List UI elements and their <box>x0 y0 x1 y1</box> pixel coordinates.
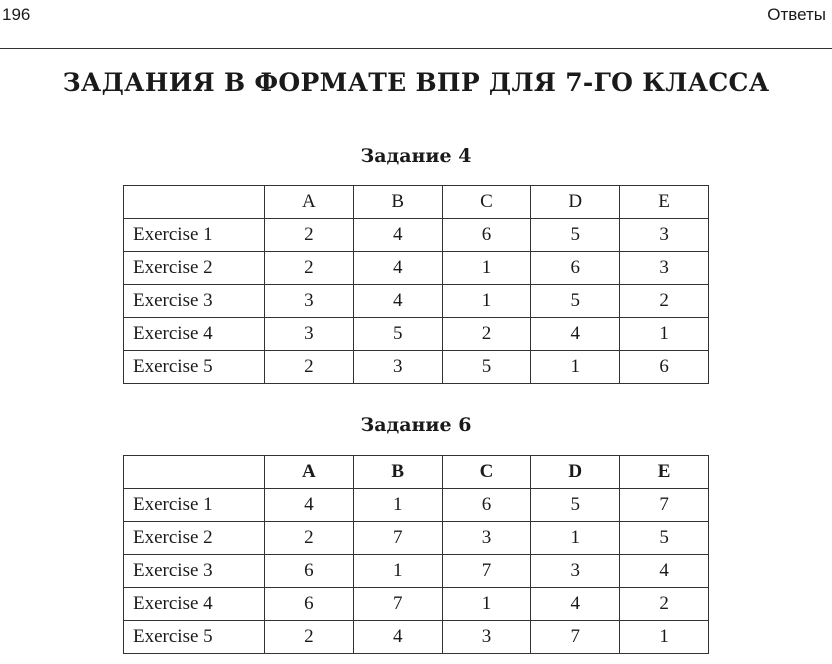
answer-cell: 4 <box>531 318 620 351</box>
answer-cell: 6 <box>531 252 620 285</box>
table-row <box>124 219 709 252</box>
answer-cell: 2 <box>620 285 709 318</box>
answer-cell: 3 <box>620 252 709 285</box>
column-header: D <box>531 456 620 489</box>
answer-cell: 5 <box>442 351 531 384</box>
row-label: Exercise 2 <box>124 522 265 555</box>
column-header: E <box>620 186 709 219</box>
row-label: Exercise 4 <box>124 318 265 351</box>
column-header: A <box>265 186 354 219</box>
answer-cell: 1 <box>442 588 531 621</box>
answer-cell: 3 <box>353 351 442 384</box>
task-4-title: Задание 4 <box>360 145 472 167</box>
answer-cell: 4 <box>353 219 442 252</box>
answer-cell: 2 <box>265 522 354 555</box>
row-label: Exercise 1 <box>124 219 265 252</box>
section-name: Ответы <box>767 5 826 24</box>
table-row <box>124 522 709 555</box>
page-title: ЗАДАНИЯ В ФОРМАТЕ ВПР ДЛЯ 7-ГО КЛАССА <box>62 68 770 97</box>
answer-cell: 1 <box>620 621 709 654</box>
column-header: C <box>442 456 531 489</box>
answer-cell: 1 <box>353 555 442 588</box>
answer-cell: 2 <box>620 588 709 621</box>
answer-cell: 3 <box>265 285 354 318</box>
column-header: A <box>265 456 354 489</box>
task-6-title: Задание 6 <box>360 414 472 436</box>
answer-cell: 5 <box>531 219 620 252</box>
answer-cell: 7 <box>442 555 531 588</box>
table-row <box>124 252 709 285</box>
answer-cell: 1 <box>353 489 442 522</box>
answer-cell: 7 <box>353 522 442 555</box>
corner-cell <box>124 456 265 489</box>
row-label: Exercise 4 <box>124 588 265 621</box>
answer-cell: 6 <box>620 351 709 384</box>
answer-cell: 4 <box>353 285 442 318</box>
answer-cell: 1 <box>620 318 709 351</box>
answer-cell: 4 <box>620 555 709 588</box>
table-row <box>124 318 709 351</box>
table-header-row <box>124 456 709 489</box>
answer-cell: 5 <box>620 522 709 555</box>
answer-cell: 2 <box>265 219 354 252</box>
answer-cell: 2 <box>442 318 531 351</box>
answer-cell: 6 <box>442 219 531 252</box>
answer-cell: 5 <box>353 318 442 351</box>
answer-cell: 3 <box>442 522 531 555</box>
column-header: B <box>353 186 442 219</box>
answer-cell: 6 <box>265 555 354 588</box>
answer-cell: 1 <box>442 285 531 318</box>
table-row <box>124 555 709 588</box>
row-label: Exercise 2 <box>124 252 265 285</box>
row-label: Exercise 5 <box>124 351 265 384</box>
page-number: 196 <box>2 5 31 24</box>
table-header-row <box>124 186 709 219</box>
answer-cell: 4 <box>531 588 620 621</box>
answer-cell: 7 <box>353 588 442 621</box>
answer-cell: 4 <box>353 252 442 285</box>
row-label: Exercise 1 <box>124 489 265 522</box>
answer-cell: 1 <box>442 252 531 285</box>
column-header: C <box>442 186 531 219</box>
answer-cell: 4 <box>265 489 354 522</box>
column-header: D <box>531 186 620 219</box>
answer-cell: 5 <box>531 489 620 522</box>
answer-cell: 4 <box>353 621 442 654</box>
table-row <box>124 285 709 318</box>
task-6-answer-table <box>123 455 709 654</box>
answer-cell: 7 <box>531 621 620 654</box>
row-label: Exercise 5 <box>124 621 265 654</box>
answer-cell: 3 <box>265 318 354 351</box>
answer-cell: 5 <box>531 285 620 318</box>
running-head <box>0 0 832 49</box>
answer-cell: 2 <box>265 252 354 285</box>
answer-cell: 6 <box>265 588 354 621</box>
task-4-answer-table <box>123 185 709 384</box>
answer-cell: 6 <box>442 489 531 522</box>
answer-cell: 3 <box>531 555 620 588</box>
answer-cell: 1 <box>531 522 620 555</box>
row-label: Exercise 3 <box>124 285 265 318</box>
column-header: B <box>353 456 442 489</box>
column-header: E <box>620 456 709 489</box>
corner-cell <box>124 186 265 219</box>
answer-cell: 2 <box>265 351 354 384</box>
table-row <box>124 588 709 621</box>
table-row <box>124 351 709 384</box>
table-row <box>124 621 709 654</box>
answer-cell: 1 <box>531 351 620 384</box>
table-row <box>124 489 709 522</box>
answer-cell: 3 <box>620 219 709 252</box>
answer-cell: 7 <box>620 489 709 522</box>
row-label: Exercise 3 <box>124 555 265 588</box>
answer-cell: 2 <box>265 621 354 654</box>
answer-cell: 3 <box>442 621 531 654</box>
